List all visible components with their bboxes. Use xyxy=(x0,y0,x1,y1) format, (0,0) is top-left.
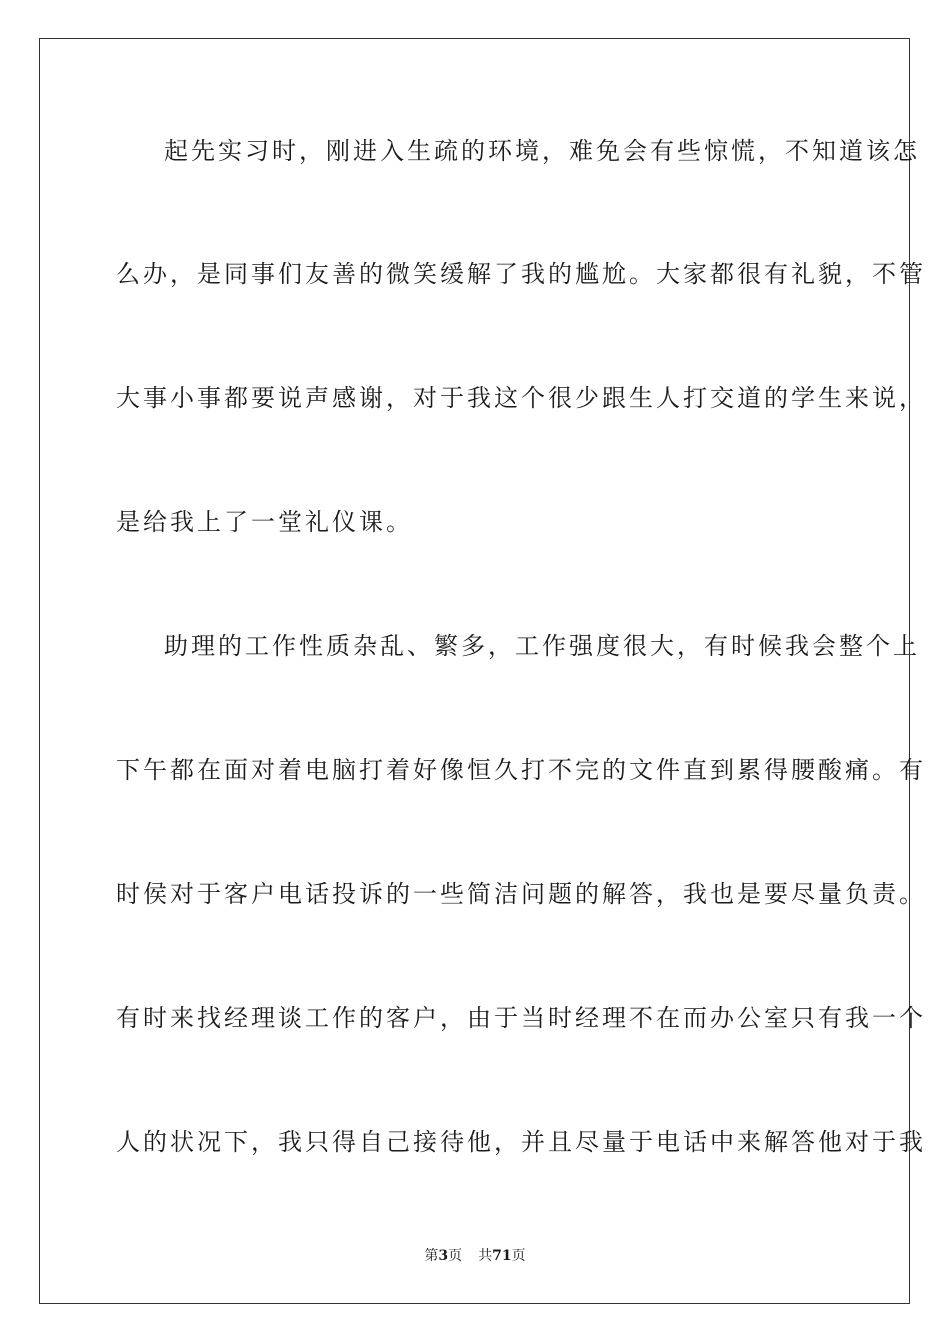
total-pages: 71 xyxy=(492,1248,512,1264)
text-line: 起先实习时，刚进入生疏的环境，难免会有些惊慌，不知道该怎 xyxy=(164,137,920,165)
page-number-label xyxy=(424,1248,462,1264)
total-pages-label xyxy=(478,1248,525,1264)
page-prefix: 第 xyxy=(424,1248,439,1264)
text-line: 助理的工作性质杂乱、繁多，工作强度很大，有时候我会整个上 xyxy=(164,632,920,660)
text-line: 么办，是同事们友善的微笑缓解了我的尴尬。大家都很有礼貌，不管 xyxy=(116,260,926,288)
text-line: 人的状况下，我只得自己接待他，并且尽量于电话中来解答他对于我 xyxy=(116,1128,926,1156)
text-line: 是给我上了一堂礼仪课。 xyxy=(116,508,413,536)
text-line: 有时来找经理谈工作的客户，由于当时经理不在而办公室只有我一个 xyxy=(116,1004,926,1032)
page-border xyxy=(39,38,910,1304)
page-suffix: 页 xyxy=(448,1248,463,1264)
text-line: 时侯对于客户电话投诉的一些简洁问题的解答，我也是要尽量负责。 xyxy=(116,880,926,908)
text-line: 下午都在面对着电脑打着好像恒久打不完的文件直到累得腰酸痛。有 xyxy=(116,756,926,784)
page-footer xyxy=(0,1246,950,1266)
page-number: 3 xyxy=(438,1248,449,1264)
text-line: 大事小事都要说声感谢，对于我这个很少跟生人打交道的学生来说， xyxy=(116,384,926,412)
total-prefix: 共 xyxy=(478,1248,493,1264)
total-suffix: 页 xyxy=(511,1248,526,1264)
